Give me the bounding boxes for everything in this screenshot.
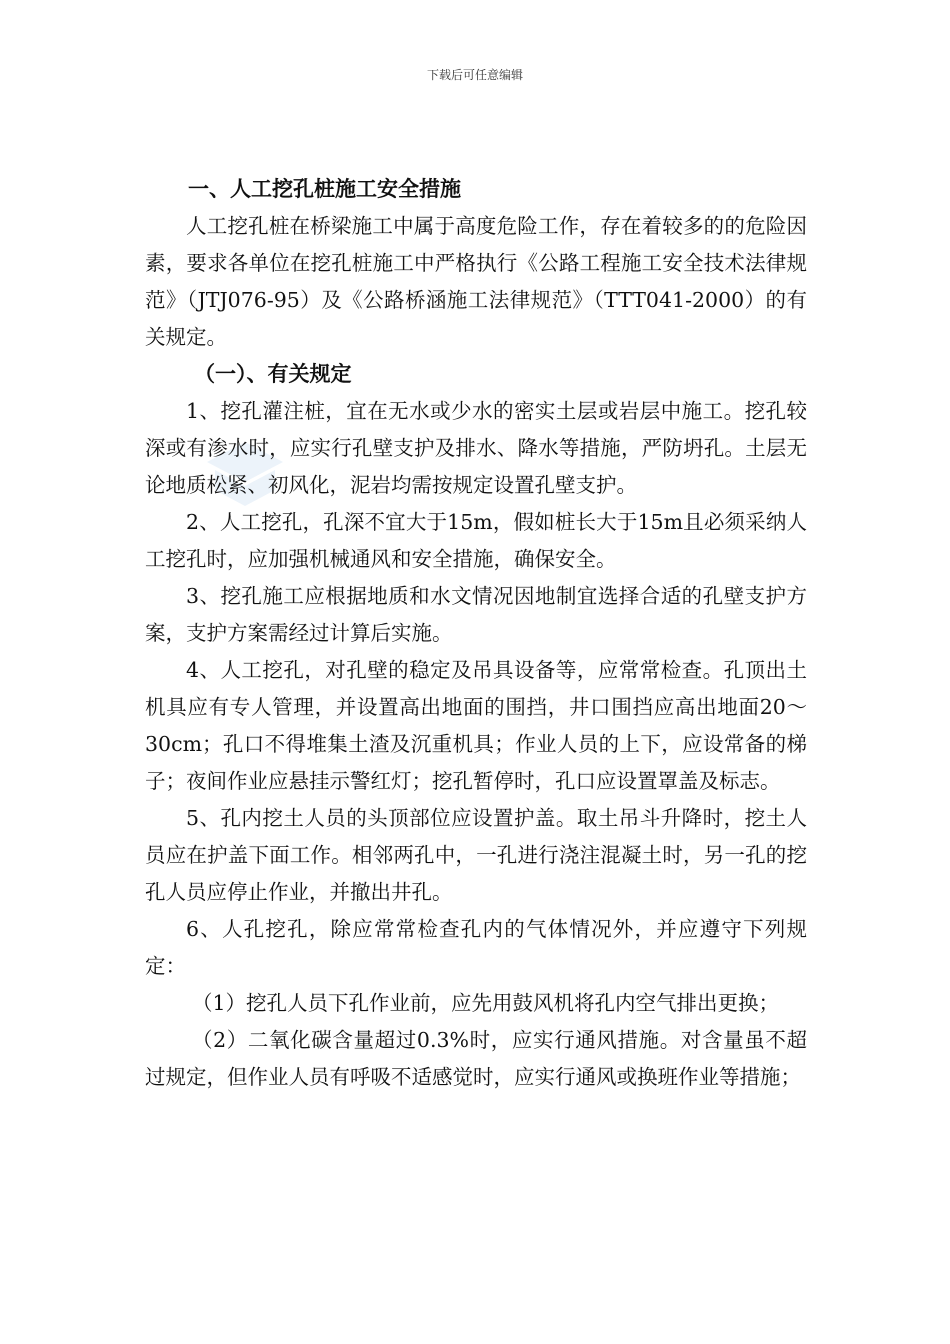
rule-item-1: 1、挖孔灌注桩，宜在无水或少水的密实土层或岩层中施工。挖孔较深或有渗水时，应实行孔壁支护及排水、降水等措施，严防坍孔。土层无论地质松紧、初风化，泥岩均需按规定设置孔壁支护。 [145,399,807,497]
section-heading: 一、人工挖孔桩施工安全措施 [188,177,461,201]
document-body [145,171,807,1096]
rule-item-5: 5、孔内挖土人员的头顶部位应设置护盖。取土吊斗升降时，挖土人员应在护盖下面工作。相邻两孔中，一孔进行浇注混凝土时，另一孔的挖孔人员应停止作业，并撤出井孔。 [145,806,807,904]
rule-item-4: 4、人工挖孔，对孔壁的稳定及吊具设备等，应常常检查。孔顶出土机具应有专人管理，并设置高出地面的围挡，井口围挡应高出地面20～30cm；孔口不得堆集土渣及沉重机具；作业人员的上下，应设常备的梯子；夜间作业应悬挂示警红灯；挖孔暂停时，孔口应设置罩盖及标志。 [145,658,807,793]
rule-subitem-1: （1）挖孔人员下孔作业前，应先用鼓风机将孔内空气排出更换； [192,991,780,1015]
rule-item-3: 3、挖孔施工应根据地质和水文情况因地制宜选择合适的孔壁支护方案，支护方案需经过计算后实施。 [145,584,807,645]
rule-item-6: 6、人孔挖孔，除应常常检查孔内的气体情况外，并应遵守下列规定： [145,917,807,978]
intro-paragraph: 人工挖孔桩在桥梁施工中属于高度危险工作，存在着较多的的危险因素，要求各单位在挖孔桩施工中严格执行《公路工程施工安全技术法律规范》（JTJ076-95）及《公路桥涵施工法律规范》（TTT041-2000）的有关规定。 [145,214,807,349]
rule-subitem-2: （2）二氧化碳含量超过0.3%时，应实行通风措施。对含量虽不超过规定，但作业人员有呼吸不适感觉时，应实行通风或换班作业等措施； [145,1028,807,1089]
header-note: 下载后可任意编辑 [426,68,523,82]
subsection-heading: （一）、有关规定 [194,362,352,386]
rule-item-2: 2、人工挖孔，孔深不宜大于15m，假如桩长大于15m且必须采纳人工挖孔时，应加强机械通风和安全措施，确保安全。 [145,510,807,571]
